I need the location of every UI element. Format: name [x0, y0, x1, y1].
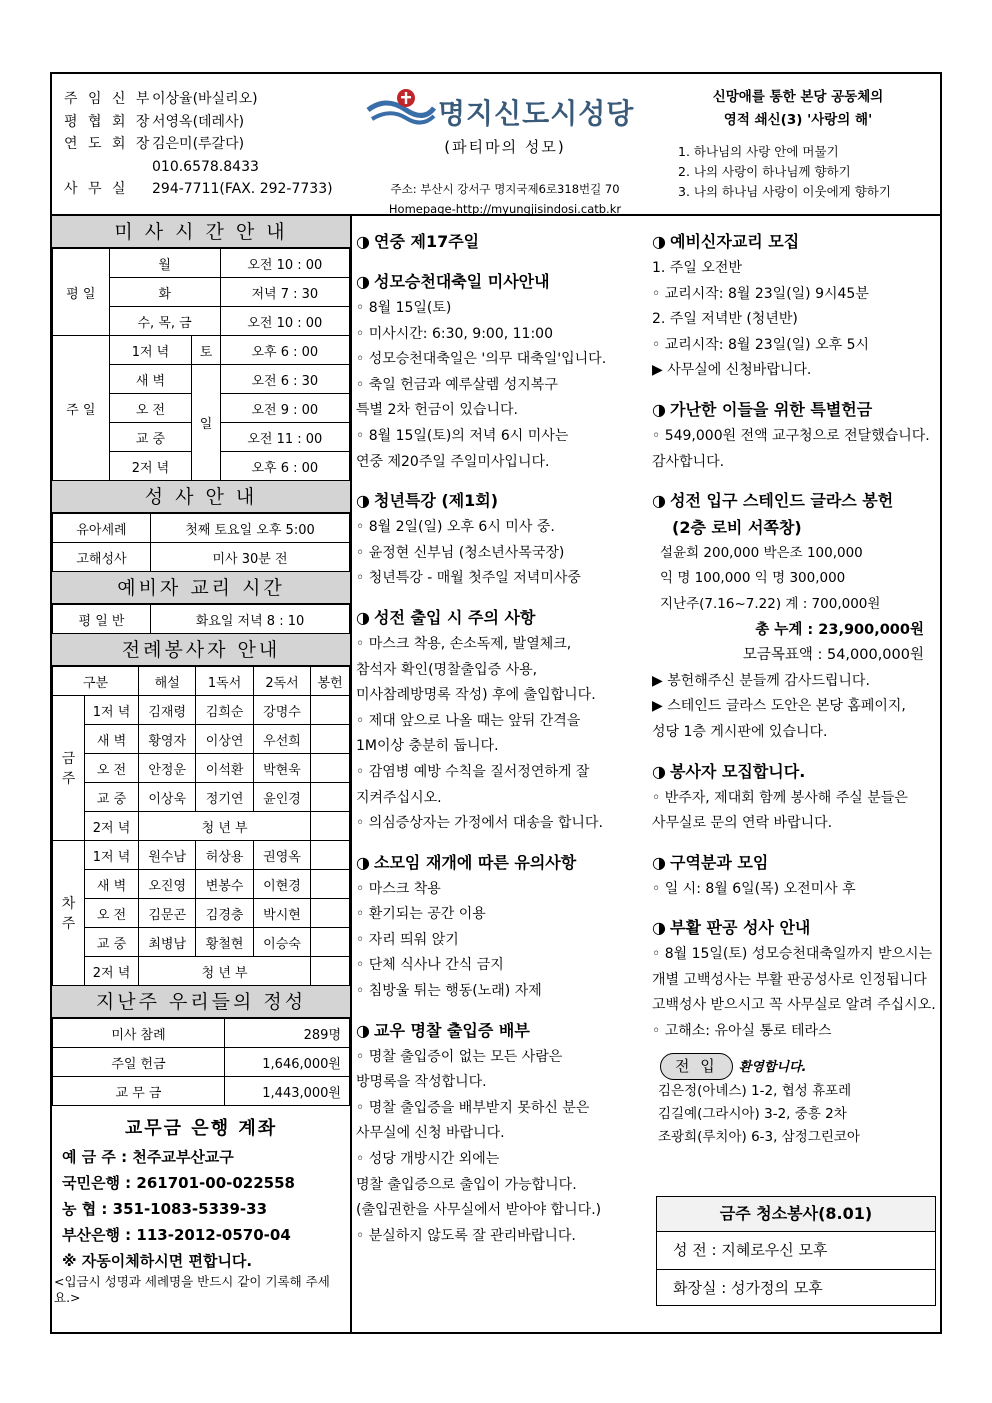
- notice-line: 2. 주일 저녁반 (청년반): [652, 311, 798, 328]
- newcomer-line: 김은정(아녜스) 1-2, 협성 휴포레: [658, 1083, 852, 1100]
- staff-role: 주 임 신 부: [64, 91, 153, 107]
- servers-header: [53, 667, 350, 696]
- mass-day: 교 중: [109, 423, 192, 452]
- notice-line: 지켜주십시오.: [356, 789, 442, 806]
- servers-cell: 강명수: [253, 696, 310, 725]
- cleaning-box: [656, 1196, 936, 1306]
- staff-name: 서영옥(데레사): [152, 113, 245, 130]
- sacrament-table: [52, 513, 350, 572]
- sacrament-name: 고해성사: [53, 543, 151, 572]
- notice-line: ◦ 8월 15일(토) 성모승천대축일까지 받으시는: [652, 946, 933, 963]
- servers-cell: [311, 754, 350, 783]
- notice-line: ◦ 축일 헌금과 예루살렘 성지복구: [356, 376, 558, 393]
- servers-cell: 변봉수: [196, 870, 253, 899]
- servers-row: [53, 870, 350, 899]
- notice-heading-special-offering: [652, 396, 940, 424]
- servers-cell: 김재령: [139, 696, 196, 725]
- notice-line: ◦ 명찰 출입증이 없는 모든 사람은: [356, 1048, 563, 1065]
- servers-cell: 황영자: [139, 725, 196, 754]
- theme-title-1: 신망애를 통한 본당 공동체의: [712, 89, 884, 105]
- notice-line: ◦ 감염병 예방 수칙을 질서정연하게 잘: [356, 763, 590, 780]
- servers-mass: 1저 녁: [85, 841, 139, 870]
- weekday-label: 평 일: [53, 249, 110, 336]
- servers-row: [53, 841, 350, 870]
- notice-heading-assumption: [356, 268, 644, 296]
- catechumen-title: 예비자 교리 시간: [52, 572, 350, 604]
- servers-cell: 황철현: [196, 928, 253, 957]
- mass-row: [53, 249, 350, 278]
- notice-line: ▶ 스테인드 글라스 도안은 본당 홈페이지,: [652, 698, 906, 715]
- notice-line: 1M이상 충분히 둡니다.: [356, 738, 499, 755]
- catechumen-table: [52, 604, 350, 634]
- bank-line: 부산은행 : 113-2012-0570-04: [62, 1226, 291, 1244]
- staff-row: [64, 133, 333, 156]
- offering-table: [52, 1018, 350, 1106]
- header-center: [360, 82, 650, 219]
- servers-cell: 이상욱: [139, 783, 196, 812]
- mass-time: 저녁 7 : 30: [220, 278, 349, 307]
- notice-line: 참석자 확인(명찰출입증 사용,: [356, 661, 538, 678]
- notice-heading-sunday-text: 연중 제17주일: [374, 232, 480, 251]
- notice-line: ◦ 미사시간: 6:30, 9:00, 11:00: [356, 325, 553, 342]
- bank-note: <입금시 성명과 세례명을 반드시 같이 기록해 주세요.>: [54, 1274, 330, 1305]
- servers-cell: [311, 870, 350, 899]
- notice-line: ◦ 명찰 출입증을 배부받지 못하신 분은: [356, 1099, 590, 1116]
- servers-mass: 2저 녁: [85, 957, 139, 986]
- servers-header-cell: 봉헌: [311, 667, 350, 696]
- staff-row: [64, 111, 333, 134]
- servers-header-cell: 구분: [53, 667, 139, 696]
- mass-day: 월: [109, 249, 220, 278]
- mass-time: 오전 10 : 00: [220, 307, 349, 336]
- mass-day: 2저 녁: [109, 452, 192, 481]
- bank-line: ※ 자동이체하시면 편합니다.: [62, 1252, 253, 1270]
- notice-line: ◦ 반주자, 제대회 함께 봉사해 주실 분들은: [652, 789, 908, 806]
- servers-mass: 오 전: [85, 754, 139, 783]
- mass-time: 오전 6 : 30: [220, 365, 349, 394]
- half-circle-bullet-icon: ◑: [652, 852, 666, 872]
- half-circle-bullet-icon: ◑: [652, 491, 666, 511]
- offering-value: 1,646,000원: [225, 1048, 350, 1077]
- mass-time: 오전 9 : 00: [220, 394, 349, 423]
- servers-header-cell: 해설: [139, 667, 196, 696]
- theme-title-2: 영적 쇄신(3) '사랑의 해': [723, 112, 873, 128]
- church-logo: [360, 82, 650, 134]
- notice-heading-district: [652, 849, 940, 877]
- sacrament-title: 성 사 안 내: [52, 481, 350, 513]
- next-week-label: 차 주: [53, 841, 85, 986]
- church-logo-icon: [366, 86, 436, 132]
- half-circle-bullet-icon: ◑: [356, 607, 370, 627]
- servers-mass: 오 전: [85, 899, 139, 928]
- servers-cell: 이승숙: [253, 928, 310, 957]
- servers-cell: 허상용: [196, 841, 253, 870]
- servers-row: [53, 783, 350, 812]
- notice-line: 감사합니다.: [652, 453, 725, 470]
- servers-row: [53, 812, 350, 841]
- notice-heading-stained-glass-text: 성전 입구 스테인드 글라스 봉헌: [670, 491, 894, 511]
- servers-cell: 정기연: [196, 783, 253, 812]
- servers-row: [53, 754, 350, 783]
- offering-label: 교 무 금: [53, 1077, 225, 1106]
- notice-line: 고백성사 받으시고 꼭 사무실로 알려 주십시오.: [652, 997, 936, 1014]
- servers-title: 전례봉사자 안내: [52, 634, 350, 666]
- notice-line: ◦ 8월 2일(일) 오후 6시 미사 중.: [356, 519, 555, 536]
- staff-name: 이상율(바실리오): [152, 91, 258, 107]
- bank-list: [52, 1144, 350, 1274]
- notice-heading-youth-text: 청년특강 (제1회): [374, 491, 499, 511]
- servers-cell: [311, 841, 350, 870]
- offering-row: [53, 1019, 350, 1048]
- notice-line: ◦ 성모승천대축일은 '의무 대축일'입니다.: [356, 351, 607, 368]
- notice-line: ▶ 봉헌해주신 분들께 감사드립니다.: [652, 672, 870, 689]
- mass-day: 새 벽: [109, 365, 192, 394]
- header-staff: [64, 88, 333, 201]
- theme-list: [660, 142, 936, 202]
- catechumen-time: 화요일 저녁 8 : 10: [151, 605, 350, 634]
- sacrament-name: 유아세례: [53, 514, 151, 543]
- servers-row: [53, 899, 350, 928]
- offering-row: [53, 1077, 350, 1106]
- staff-role: 사 무 실: [64, 181, 129, 197]
- donation-total: 총 누계 : 23,900,000원: [755, 621, 924, 638]
- servers-mass: 새 벽: [85, 725, 139, 754]
- servers-cell: 김희순: [196, 696, 253, 725]
- notice-line: 명찰 출입증으로 출입이 가능합니다.: [356, 1176, 577, 1193]
- notice-heading-confession-text: 부활 판공 성사 안내: [670, 918, 811, 938]
- staff-name: 김은미(루갈다): [152, 136, 245, 152]
- sacrament-row: [53, 514, 350, 543]
- newcomer-line: 김길예(그라시아) 3-2, 중흥 2차: [658, 1106, 847, 1123]
- servers-cell: 우선희: [253, 725, 310, 754]
- staff-row: [64, 156, 333, 179]
- staff-row: [64, 178, 333, 201]
- servers-cell: 김경충: [196, 899, 253, 928]
- servers-empty: [311, 812, 350, 841]
- sacrament-time: 첫째 토요일 오후 5:00: [151, 514, 350, 543]
- stained-glass-location: (2층 로비 서쪽창): [672, 518, 802, 538]
- notice-line: 특별 2차 헌금이 있습니다.: [356, 402, 518, 419]
- servers-empty: [311, 957, 350, 986]
- servers-cell: 김문곤: [139, 899, 196, 928]
- cleaning-title: 금주 청소봉사(8.01): [657, 1197, 935, 1232]
- bank-line: 예 금 주 : 천주교부산교구: [62, 1148, 234, 1166]
- servers-cell: [311, 696, 350, 725]
- notice-line: 연중 제20주일 주일미사입니다.: [356, 453, 550, 470]
- offering-title: 지난주 우리들의 정성: [52, 986, 350, 1018]
- notice-line: 개별 고백성사는 부활 판공성사로 인정됩니다: [652, 971, 927, 988]
- half-circle-bullet-icon: ◑: [356, 1020, 370, 1040]
- newcomer-line: 조광희(루치아) 6-3, 삼정그린코아: [658, 1129, 860, 1146]
- servers-row: [53, 725, 350, 754]
- notice-line: ▶ 사무실에 신청바랍니다.: [652, 362, 812, 379]
- notice-line: ◦ 마스크 착용, 손소독제, 발열체크,: [356, 635, 572, 652]
- welcome-text: 환영합니다.: [738, 1059, 807, 1075]
- half-circle-bullet-icon: ◑: [356, 852, 370, 872]
- servers-mass: 새 벽: [85, 870, 139, 899]
- offering-value: 289명: [225, 1019, 350, 1048]
- notice-line: ◦ 자리 띄워 앉기: [356, 931, 459, 948]
- half-circle-bullet-icon: ◑: [652, 232, 666, 251]
- servers-mass: 교 중: [85, 928, 139, 957]
- notice-line: ◦ 윤정현 신부님 (청소년사목국장): [356, 544, 565, 561]
- notice-line: 성당 1층 게시판에 있습니다.: [652, 723, 828, 740]
- offering-label: 주일 헌금: [53, 1048, 225, 1077]
- cleaning-restroom: 화장실 : 성가정의 모후: [673, 1279, 823, 1297]
- cleaning-sanctuary: 성 전 : 지혜로우신 모후: [657, 1232, 935, 1270]
- notice-heading-stained-glass: [652, 487, 940, 515]
- theme-item: 2. 나의 사랑이 하나님께 향하기: [678, 164, 851, 179]
- servers-cell: 원수남: [139, 841, 196, 870]
- half-circle-bullet-icon: ◑: [652, 761, 666, 781]
- notice-heading-badge: [356, 1017, 644, 1045]
- theme-item: 1. 하나님의 사랑 안에 머물기: [678, 144, 839, 159]
- notice-heading-groups: [356, 849, 644, 877]
- notice-heading-catechumen: [652, 228, 940, 256]
- servers-row: [53, 957, 350, 986]
- servers-cell: 안정운: [139, 754, 196, 783]
- notice-line: ◦ 환기되는 공간 이용: [356, 906, 486, 923]
- welcome-pill: 전 입: [660, 1053, 733, 1081]
- notice-line: ◦ 8월 15일(토): [356, 300, 452, 316]
- notice-line: ◦ 성당 개방시간 외에는: [356, 1151, 500, 1168]
- donor-line: 익 명 100,000 익 명 300,000: [660, 570, 846, 587]
- mass-time: 오후 6 : 00: [220, 336, 349, 365]
- staff-role: 평 협 회 장: [64, 113, 153, 130]
- notice-line: ◦ 단체 식사나 간식 금지: [356, 957, 504, 974]
- notice-heading-entry: [356, 604, 644, 632]
- notice-heading-volunteers: [652, 758, 940, 786]
- donation-goal: 모금목표액 : 54,000,000원: [742, 647, 924, 664]
- notice-heading-assumption-text: 성모승천대축일 미사안내: [374, 272, 550, 291]
- left-column: [52, 216, 352, 1332]
- right-column: [652, 216, 940, 1149]
- servers-cell: 최병남: [139, 928, 196, 957]
- notice-heading-badge-text: 교우 명찰 출입증 배부: [374, 1020, 530, 1040]
- servers-row: [53, 928, 350, 957]
- mass-row: [53, 336, 350, 365]
- donor-line: 설윤희 200,000 박은조 100,000: [660, 544, 863, 561]
- homepage: Homepage-http://myungjisindosi.catb.kr: [388, 202, 622, 216]
- servers-mass: 교 중: [85, 783, 139, 812]
- header-theme: [660, 86, 936, 202]
- notice-line: 1. 주일 오전반: [652, 260, 742, 276]
- notice-heading-volunteers-text: 봉사자 모집합니다.: [670, 761, 806, 781]
- half-circle-bullet-icon: ◑: [652, 399, 666, 419]
- theme-item: 3. 나의 하나님 사랑이 이웃에게 향하기: [678, 184, 891, 199]
- notice-line: ◦ 침방울 튀는 행동(노래) 자제: [356, 983, 542, 1000]
- servers-cell: 이상연: [196, 725, 253, 754]
- servers-cell: 이현경: [253, 870, 310, 899]
- notice-line: ◦ 제대 앞으로 나올 때는 앞뒤 간격을: [356, 712, 581, 729]
- notice-line: ◦ 의심증상자는 가정에서 대송을 합니다.: [356, 815, 603, 832]
- mass-day: 화: [109, 278, 220, 307]
- address: 주소: 부산시 강서구 명지국제6로318번길 70: [390, 182, 620, 196]
- servers-table: [52, 666, 350, 986]
- servers-cell: [311, 783, 350, 812]
- mass-time: 오전 11 : 00: [220, 423, 349, 452]
- bank-line: 국민은행 : 261701-00-022558: [62, 1174, 295, 1192]
- servers-youth: 청 년 부: [139, 957, 311, 986]
- notice-line: ◦ 청년특강 - 매월 첫주일 저녁미사중: [356, 570, 581, 587]
- notice-heading-groups-text: 소모임 재개에 따른 유의사항: [374, 852, 577, 872]
- notice-line: ◦ 일 시: 8월 6일(목) 오전미사 후: [652, 880, 856, 897]
- notice-line: 방명록을 작성합니다.: [356, 1074, 487, 1091]
- notice-line: ◦ 8월 15일(토)의 저녁 6시 미사는: [356, 427, 569, 444]
- servers-header-cell: 1독서: [196, 667, 253, 696]
- servers-cell: 박시현: [253, 899, 310, 928]
- bank-title: 교무금 은행 계좌: [124, 1118, 278, 1139]
- offering-value: 1,443,000원: [225, 1077, 350, 1106]
- welcome-row: [652, 1053, 940, 1081]
- notice-line: ◦ 549,000원 전액 교구청으로 전달했습니다.: [652, 427, 930, 444]
- servers-cell: [311, 928, 350, 957]
- mass-time: 오전 10 : 00: [220, 249, 349, 278]
- church-name: 명지신도시성당: [438, 97, 635, 130]
- sacrament-time: 미사 30분 전: [151, 543, 350, 572]
- notice-line: ◦ 교리시작: 8월 23일(일) 오후 5시: [652, 336, 870, 353]
- half-circle-bullet-icon: ◑: [356, 232, 370, 251]
- servers-header-cell: 2독서: [253, 667, 310, 696]
- half-circle-bullet-icon: ◑: [652, 918, 666, 938]
- notice-line: (출입권한을 사무실에서 받아야 합니다.): [356, 1202, 602, 1219]
- notice-line: ◦ 교리시작: 8월 23일(일) 9시45분: [652, 285, 869, 302]
- this-week-label: 금 주: [53, 696, 85, 841]
- staff-row: [64, 88, 333, 111]
- notice-heading-special-offering-text: 가난한 이들을 위한 특별헌금: [670, 399, 873, 419]
- servers-cell: 박현욱: [253, 754, 310, 783]
- mass-time-title: 미 사 시 간 안 내: [52, 216, 350, 248]
- mass-day: 1저 녁: [109, 336, 192, 365]
- servers-youth: 청 년 부: [139, 812, 311, 841]
- notice-heading-catechumen-text: 예비신자교리 모집: [670, 232, 800, 251]
- notice-line: 사무실에 신청 바랍니다.: [356, 1125, 505, 1142]
- servers-mass: 2저 녁: [85, 812, 139, 841]
- notice-line: 미사참례방명록 작성) 후에 출입합니다.: [356, 687, 596, 704]
- mass-time: 오후 6 : 00: [220, 452, 349, 481]
- notice-line: ◦ 마스크 착용: [356, 880, 441, 897]
- notice-heading-confession: [652, 914, 940, 942]
- servers-cell: [311, 725, 350, 754]
- notice-heading-sunday: [356, 228, 644, 256]
- mass-day: 오 전: [109, 394, 192, 423]
- notice-heading-district-text: 구역분과 모임: [670, 852, 769, 872]
- mass-sun: 일: [192, 365, 220, 481]
- offering-label: 미사 참례: [53, 1019, 225, 1048]
- servers-cell: [311, 899, 350, 928]
- notice-line: ◦ 고해소: 유아실 통로 테라스: [652, 1023, 832, 1040]
- offering-row: [53, 1048, 350, 1077]
- staff-name: 010.6578.8433: [152, 158, 259, 175]
- middle-column: [356, 216, 644, 1249]
- notice-line: ◦ 분실하지 않도록 잘 관리바랍니다.: [356, 1227, 576, 1244]
- notice-heading-youth: [356, 487, 644, 515]
- sacrament-row: [53, 543, 350, 572]
- staff-name: 294-7711(FAX. 292-7733): [152, 181, 333, 197]
- church-subtitle: (파티마의 성모): [444, 138, 566, 156]
- half-circle-bullet-icon: ◑: [356, 272, 370, 291]
- mass-sat: 토: [192, 336, 220, 365]
- header: [52, 74, 940, 216]
- notice-heading-entry-text: 성전 출입 시 주의 사항: [374, 607, 536, 627]
- notice-line: 사무실로 문의 연락 바랍니다.: [652, 815, 833, 832]
- servers-cell: 오진영: [139, 870, 196, 899]
- servers-mass: 1저 녁: [85, 696, 139, 725]
- servers-row: [53, 696, 350, 725]
- servers-cell: 윤인경: [253, 783, 310, 812]
- bank-line: 농 협 : 351-1083-5339-33: [62, 1200, 268, 1218]
- servers-cell: 이석환: [196, 754, 253, 783]
- donor-line: 지난주(7.16~7.22) 계 : 700,000원: [660, 595, 881, 612]
- sunday-label: 주 일: [53, 336, 110, 481]
- staff-role: 연 도 회 장: [64, 136, 153, 152]
- servers-cell: 권영옥: [253, 841, 310, 870]
- catechumen-label: 평 일 반: [53, 605, 151, 634]
- mass-time-table: [52, 248, 350, 481]
- half-circle-bullet-icon: ◑: [356, 491, 370, 511]
- mass-day: 수, 목, 금: [109, 307, 220, 336]
- bulletin-frame: [50, 72, 942, 1334]
